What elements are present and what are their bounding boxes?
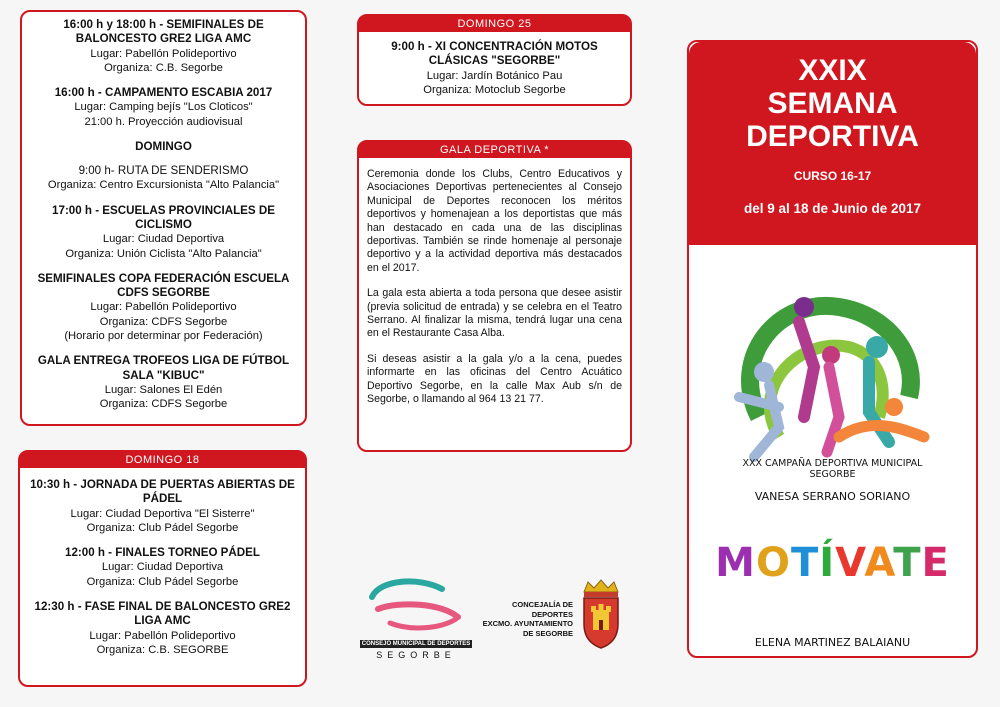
event-line: Lugar: Ciudad Deportiva "El Sisterre" (70, 507, 255, 520)
campaign-caption (689, 458, 976, 480)
event-senderismo (28, 164, 299, 193)
concejalia-text (478, 600, 573, 638)
consejo-swirl-icon (360, 575, 472, 631)
event-line: Organiza: C.B. SEGORBE (96, 643, 229, 656)
event-padel-jornada (26, 478, 299, 535)
motivate-letter: V (835, 540, 865, 586)
concejalia-line: EXCMO. AYUNTAMIENTO (482, 619, 573, 628)
cover-title-line: DEPORTIVA (746, 120, 919, 153)
event-title: 12:00 h - FINALES TORNEO PÁDEL (65, 546, 260, 560)
event-padel-finales (26, 546, 299, 589)
event-title: 16:00 h y 18:00 h - SEMIFINALES DE BALONCESTO GRE2 LIGA AMC (63, 18, 264, 46)
schedule-panel-saturday (20, 10, 307, 426)
motivate-letter: T (893, 540, 922, 586)
event-line: Lugar: Pabellón Polideportivo (90, 301, 237, 314)
consejo-city: SEGORBE (376, 650, 456, 660)
event-line: Lugar: Camping bejís "Los Cloticos" (74, 101, 253, 114)
concejalia-line: DE SEGORBE (522, 628, 573, 638)
event-title: GALA ENTREGA TROFEOS LIGA DE FÚTBOL SALA "KIBUC" (37, 354, 290, 382)
event-title: 12:30 h - FASE FINAL DE BALONCESTO GRE2 LIGA AMC (34, 600, 291, 628)
consejo-municipal-logo (360, 575, 472, 660)
gala-paragraph: La gala esta abierta a toda persona que desee asistir (previa solicitud de entrada) y se celebra en el Teatro Serrano. Al finalizar la misma, tendrá lugar una cena en el Restaurante Casa Alba. (367, 287, 622, 340)
event-line: Organiza: Motoclub Segorbe (423, 83, 566, 96)
motivate-letter: T (790, 540, 820, 586)
event-campamento (28, 86, 299, 129)
event-line: Lugar: Jardín Botánico Pau (426, 69, 563, 82)
coat-of-arms-icon (578, 578, 624, 650)
event-line: Organiza: Centro Excursionista "Alto Palancia" (47, 179, 280, 192)
event-line: Lugar: Ciudad Deportiva (102, 233, 225, 246)
schedule-panel-domingo-18 (18, 450, 307, 687)
event-line: (Horario por determinar por Federación) (64, 330, 263, 343)
event-line: Lugar: Pabellón Polideportivo (90, 47, 237, 60)
event-baloncesto-final (26, 600, 299, 657)
gala-deportiva-panel (357, 140, 632, 452)
campaign-caption-line: SEGORBE (809, 469, 856, 480)
motivate-wordmark (689, 540, 976, 586)
schedule-panel-domingo-25 (357, 14, 632, 106)
event-line: Lugar: Salones El Edén (104, 383, 223, 396)
event-title: 9:00 h- RUTA DE SENDERISMO (78, 164, 249, 178)
motivate-letter: M (715, 540, 756, 586)
event-line: Organiza: CDFS Segorbe (99, 398, 228, 411)
event-title: 16:00 h - CAMPAMENTO ESCABIA 2017 (54, 86, 273, 100)
author-credit-2: ELENA MARTINEZ BALAIANU (754, 636, 911, 649)
cover-panel (687, 40, 978, 658)
gala-paragraph: Ceremonia donde los Clubs, Centro Educativos y Asociaciones Deportivas pertenecientes al Consejo Municipal de Deportes reconocen los méritos deportivos y homenajean a los deportistas que más han destacado en cada una de las disciplinas deportivas. También se rinde homenaje al personaje deportivo y a la actividad deportiva más destacados en el 2017. (367, 168, 622, 274)
event-line: Organiza: C.B. Segorbe (104, 61, 223, 74)
campaign-athletes-illustration (719, 267, 939, 467)
cover-title-block (689, 42, 976, 245)
cover-title-line: SEMANA (767, 87, 898, 120)
author-credit-1: VANESA SERRANO SORIANO (754, 490, 911, 503)
campaign-caption-line: XXX CAMPAÑA DEPORTIVA MUNICIPAL (742, 458, 923, 469)
motivate-letter: O (755, 540, 791, 586)
event-title: SEMIFINALES COPA FEDERACIÓN ESCUELA CDFS SEGORBE (37, 271, 290, 300)
gala-paragraph: Si deseas asistir a la gala y/o a la cena, puedes informarte en las oficinas del Centro Acuático Deportivo Segorbe, en la calle Max Aub s/n de Segorbe, o llamando al 964 13 21 77. (367, 352, 622, 406)
event-gala-trofeos (28, 354, 299, 411)
motivate-letter: E (921, 540, 950, 586)
panel-header: DOMINGO 18 (20, 452, 305, 468)
event-line: Organiza: CDFS Segorbe (99, 315, 228, 328)
event-motos-clasicas (359, 32, 630, 97)
event-title: 9:00 h - XI CONCENTRACIÓN MOTOS CLÁSICAS "SEGORBE" (391, 40, 598, 68)
event-line: 21:00 h. Proyección audiovisual (84, 115, 243, 128)
motivate-letter: Í (819, 540, 836, 586)
event-title: 17:00 h - ESCUELAS PROVINCIALES DE CICLISMO (52, 203, 275, 231)
day-heading-domingo: DOMINGO (135, 140, 192, 154)
cover-curso: CURSO 16-17 (793, 169, 872, 183)
event-line: Organiza: Unión Ciclista "Alto Palancia" (65, 247, 262, 260)
event-line: Organiza: Club Pádel Segorbe (86, 521, 239, 534)
event-semifinales-baloncesto (28, 18, 299, 75)
event-line: Lugar: Pabellón Polideportivo (89, 629, 236, 642)
concejalia-line: DEPORTES (531, 609, 573, 619)
event-line: Lugar: Ciudad Deportiva (101, 561, 224, 574)
motivate-letter: A (864, 540, 894, 586)
event-title: 10:30 h - JORNADA DE PUERTAS ABIERTAS DE PÁDEL (30, 478, 295, 506)
event-copa-federacion (28, 272, 299, 343)
event-ciclismo (28, 204, 299, 261)
event-line: Organiza: Club Pádel Segorbe (86, 575, 239, 588)
concejalia-line: CONCEJALÍA DE (512, 600, 573, 609)
cover-title-line: XXIX (798, 54, 867, 87)
consejo-label: CONSEJO MUNICIPAL DE DEPORTES (361, 641, 471, 647)
cover-dates: del 9 al 18 de Junio de 2017 (743, 201, 922, 216)
panel-header: GALA DEPORTIVA * (359, 142, 630, 158)
panel-header: DOMINGO 25 (359, 16, 630, 32)
